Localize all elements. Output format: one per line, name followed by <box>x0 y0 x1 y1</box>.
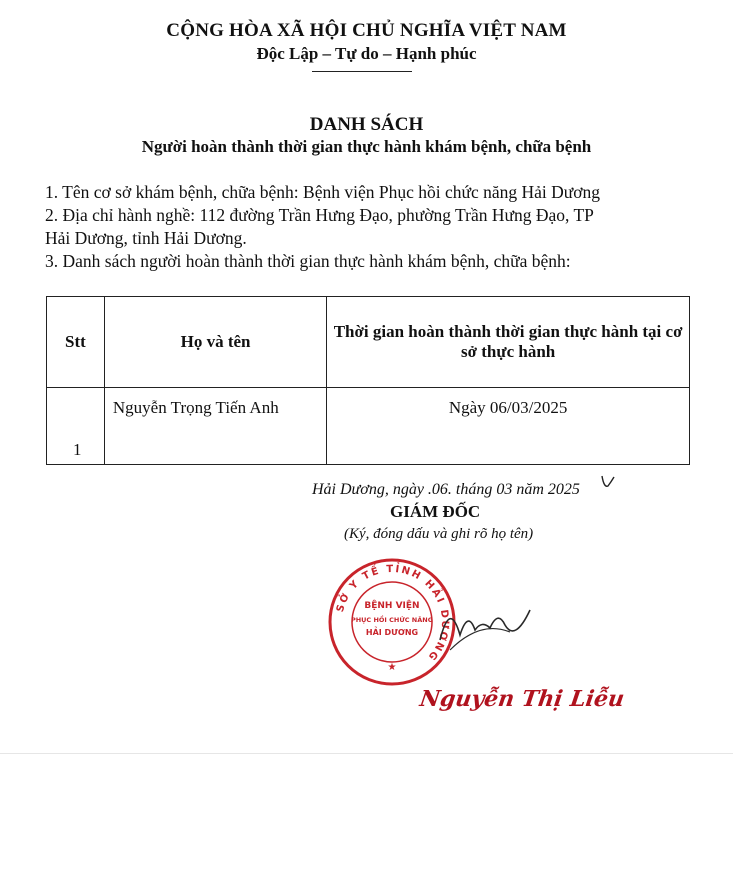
national-motto: Độc Lập – Tự do – Hạnh phúc <box>256 44 477 63</box>
table-row <box>47 388 690 465</box>
svg-text:★: ★ <box>387 662 397 673</box>
column-header-stt: Stt <box>47 297 105 388</box>
table-header-row <box>47 297 690 388</box>
document-subtitle: Người hoàn thành thời gian thực hành khám bệnh, chữa bệnh <box>141 137 592 156</box>
column-header-name: Họ và tên <box>104 297 326 388</box>
row-date: Ngày 06/03/2025 <box>327 388 690 465</box>
list-intro-line: 3. Danh sách người hoàn thành thời gian thực hành khám bệnh, chữa bệnh: <box>45 251 571 271</box>
row-name: Nguyễn Trọng Tiến Anh <box>104 388 326 465</box>
blank-area <box>0 753 733 891</box>
director-title: GIÁM ĐỐC <box>390 502 481 521</box>
signature-instruction: (Ký, đóng dấu và ghi rõ họ tên) <box>344 526 534 542</box>
practitioner-table <box>46 296 690 465</box>
stamp-line-1: BỆNH VIỆN <box>364 601 420 611</box>
document-title: DANH SÁCH <box>309 114 424 135</box>
motto-underline <box>312 71 412 72</box>
facility-name-line: 1. Tên cơ sở khám bệnh, chữa bệnh: Bệnh viện Phục hồi chức năng Hải Dương <box>45 182 601 202</box>
column-header-completion-time: Thời gian hoàn thành thời gian thực hành tại cơ sở thực hành <box>327 297 690 388</box>
address-line-2: Hải Dương, tỉnh Hải Dương. <box>45 228 247 248</box>
stamp-line-3: HẢI DƯƠNG <box>365 628 419 637</box>
handwritten-mark-icon <box>600 474 616 492</box>
handwritten-signature <box>420 580 540 660</box>
stamp-line-2: PHỤC HỒI CHỨC NĂNG <box>350 616 434 624</box>
stamp-ring-text: SỞ Y TẾ TỈNH HẢI DƯƠNG <box>334 563 451 664</box>
national-title: CỘNG HÒA XÃ HỘI CHỦ NGHĨA VIỆT NAM <box>166 20 567 41</box>
row-stt: 1 <box>47 388 105 465</box>
place-and-date: Hải Dương, ngày .06. tháng 03 năm 2025 <box>312 481 580 498</box>
signer-name: Nguyễn Thị Liễu <box>418 686 626 712</box>
address-line-1: 2. Địa chỉ hành nghề: 112 đường Trần Hưng Đạo, phường Trần Hưng Đạo, TP <box>45 205 594 225</box>
